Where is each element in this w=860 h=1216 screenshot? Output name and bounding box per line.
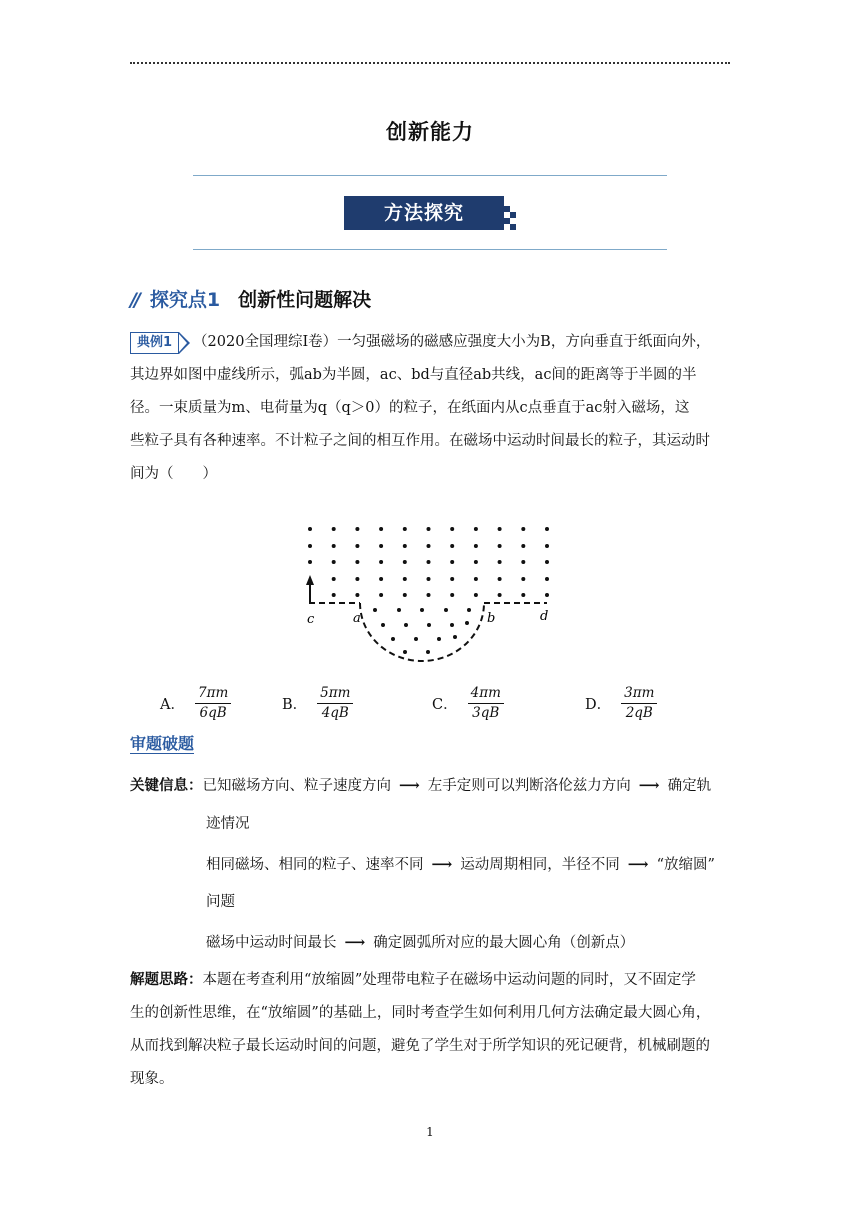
problem-line: 些粒子具有各种速率。不计粒子之间的相互作用。在磁场中运动时间最长的粒子，其运动时 (130, 433, 710, 449)
arrow-right-icon: ⟶ (627, 856, 649, 873)
problem-line: 径。一束质量为m、电荷量为q（q＞0）的粒子，在纸面内从c点垂直于ac射入磁场，这 (130, 400, 690, 416)
field-dot (379, 560, 383, 564)
arrow-right-icon: ⟶ (399, 777, 420, 794)
field-dot (427, 593, 431, 597)
field-dot (403, 544, 407, 548)
problem-line: 其边界如图中虚线所示，弧ab为半圆，ac、bd与直径ab共线，ac间的距离等于半圆的半 (130, 367, 697, 383)
field-dot (474, 544, 478, 548)
fraction-numerator: 5πm (317, 684, 353, 704)
field-dot (450, 560, 454, 564)
key-info-text: 确定圆弧所对应的最大圆心角（创新点） (373, 935, 635, 951)
field-dot (427, 623, 431, 627)
field-dot (521, 577, 525, 581)
field-dot (450, 527, 454, 531)
field-dot (403, 560, 407, 564)
option-fraction (621, 684, 657, 723)
point-c-label: c (307, 612, 315, 627)
field-dot (379, 577, 383, 581)
arrow-right-icon: ⟶ (431, 856, 453, 873)
field-dot (403, 650, 407, 654)
key-info-text: 相同磁场、相同的粒子、速率不同 (206, 857, 424, 873)
field-dot (355, 560, 359, 564)
field-dot (474, 527, 478, 531)
section-banner (344, 196, 516, 230)
field-dot (465, 621, 469, 625)
key-info-continuation: 迹情况 (206, 816, 250, 832)
analysis-heading: 审题破题 (130, 734, 195, 753)
key-info-text: 已知磁场方向、粒子速度方向 (202, 778, 391, 794)
option-label: A． (160, 697, 185, 713)
idea-line (130, 964, 730, 997)
field-dots (308, 527, 549, 654)
field-dot (332, 577, 336, 581)
field-dot (474, 560, 478, 564)
field-dot (379, 593, 383, 597)
field-dot (521, 560, 525, 564)
header-dotted-line (130, 62, 730, 64)
field-dot (474, 577, 478, 581)
key-info-line (206, 848, 730, 882)
field-dot (521, 593, 525, 597)
field-dot (437, 637, 441, 641)
solution-idea (130, 964, 730, 1096)
field-dot (444, 608, 448, 612)
field-dot (498, 560, 502, 564)
fraction-numerator: 4πm (468, 684, 504, 704)
example-problem (130, 326, 730, 491)
idea-label: 解题思路： (130, 972, 203, 988)
arrow-right-icon: ⟶ (344, 934, 366, 951)
section-title: 创新性问题解决 (238, 289, 372, 311)
idea-line: 现象。 (130, 1071, 174, 1087)
field-dot (308, 527, 312, 531)
field-dot (450, 623, 454, 627)
key-info-line (206, 926, 730, 960)
fraction-denominator: 4qB (321, 705, 349, 721)
option-label: D． (585, 697, 612, 713)
banner-pixel-decoration (498, 224, 504, 230)
field-dot (427, 577, 431, 581)
option-label: C． (432, 697, 458, 713)
banner-bottom-rule (193, 249, 667, 250)
key-info-text: 磁场中运动时间最长 (206, 935, 337, 951)
field-dot (355, 593, 359, 597)
field-dot (403, 577, 407, 581)
section-number: 探究点1 (149, 289, 221, 311)
field-dot (450, 544, 454, 548)
option-d[interactable] (585, 684, 657, 723)
field-dot (381, 623, 385, 627)
fraction-denominator: 2qB (625, 705, 653, 721)
field-dot (521, 544, 525, 548)
idea-line: 从而找到解决粒子最长运动时间的问题，避免了学生对于所学知识的死记硬背，机械刷题的 (130, 1038, 710, 1054)
point-b-label: b (487, 611, 496, 626)
problem-line: 间为（ ） (130, 466, 217, 482)
field-dot (474, 593, 478, 597)
field-dot (545, 544, 549, 548)
section-slash-icon: // (130, 289, 138, 311)
field-dot (545, 560, 549, 564)
field-dot (355, 527, 359, 531)
field-dot (397, 608, 401, 612)
field-dot (427, 560, 431, 564)
field-dot (450, 577, 454, 581)
arrow-head-icon (306, 575, 314, 585)
key-info-text: 运动周期相同，半径不同 (460, 857, 620, 873)
field-dot (308, 560, 312, 564)
key-info-line (130, 769, 730, 803)
page-number: 1 (426, 1125, 434, 1139)
magnetic-field-figure (295, 515, 565, 670)
field-dot (467, 608, 471, 612)
fraction-numerator: 7πm (195, 684, 231, 704)
banner-label: 方法探究 (383, 202, 464, 224)
field-dot (545, 527, 549, 531)
arrow-right-icon: ⟶ (638, 777, 660, 794)
key-info-label: 关键信息： (130, 778, 203, 794)
option-fraction (195, 684, 231, 723)
field-dot (403, 527, 407, 531)
field-dot (453, 635, 457, 639)
option-label: B． (282, 697, 308, 713)
field-dot (332, 544, 336, 548)
field-dot (379, 544, 383, 548)
field-dot (545, 577, 549, 581)
idea-text: 本题在考查利用“放缩圆”处理带电粒子在磁场中运动问题的同时，又不固定学 (202, 972, 696, 988)
problem-line (130, 326, 730, 359)
field-dot (427, 527, 431, 531)
field-dot (498, 593, 502, 597)
fraction-denominator: 3qB (472, 705, 500, 721)
field-dot (403, 593, 407, 597)
option-fraction (468, 684, 504, 723)
field-dot (498, 577, 502, 581)
key-info-text: 确定轨 (667, 778, 712, 794)
field-dot (498, 544, 502, 548)
banner-top-rule (193, 175, 667, 176)
option-a[interactable] (160, 684, 231, 723)
field-dot (498, 527, 502, 531)
field-dot (332, 560, 336, 564)
fraction-denominator: 6qB (199, 705, 227, 721)
section-heading (130, 285, 371, 312)
point-a-label: a (353, 611, 361, 626)
idea-line: 生的创新性思维，在“放缩圆”的基础上，同时考查学生如何利用几何方法确定最大圆心角， (130, 1005, 711, 1021)
field-dot (426, 650, 430, 654)
key-info-continuation: 问题 (206, 894, 235, 910)
banner-pixel-decoration (510, 212, 516, 218)
field-dot (414, 637, 418, 641)
field-dot (545, 593, 549, 597)
field-dot (355, 577, 359, 581)
example-tag: 典例1 (130, 332, 179, 354)
field-dot (379, 527, 383, 531)
page-title: 创新能力 (386, 120, 474, 144)
problem-text: （2020全国理综Ⅰ卷）一匀强磁场的磁感应强度大小为B，方向垂直于纸面向外， (193, 334, 711, 350)
banner-pixel-decoration (510, 224, 516, 230)
field-dot (308, 544, 312, 548)
field-dot (332, 593, 336, 597)
field-dot (420, 608, 424, 612)
field-dot (355, 544, 359, 548)
field-dot (427, 544, 431, 548)
option-c[interactable] (432, 684, 504, 723)
fraction-numerator: 3πm (621, 684, 657, 704)
point-d-label: d (540, 609, 549, 624)
field-dot (391, 637, 395, 641)
field-dot (521, 527, 525, 531)
key-info-text: 左手定则可以判断洛伦兹力方向 (427, 778, 631, 794)
option-fraction (317, 684, 353, 723)
field-dot (373, 608, 377, 612)
field-dot (404, 623, 408, 627)
field-dot (450, 593, 454, 597)
option-b[interactable] (282, 684, 353, 723)
key-info-text: “放缩圆” (656, 857, 715, 873)
field-dot (332, 527, 336, 531)
